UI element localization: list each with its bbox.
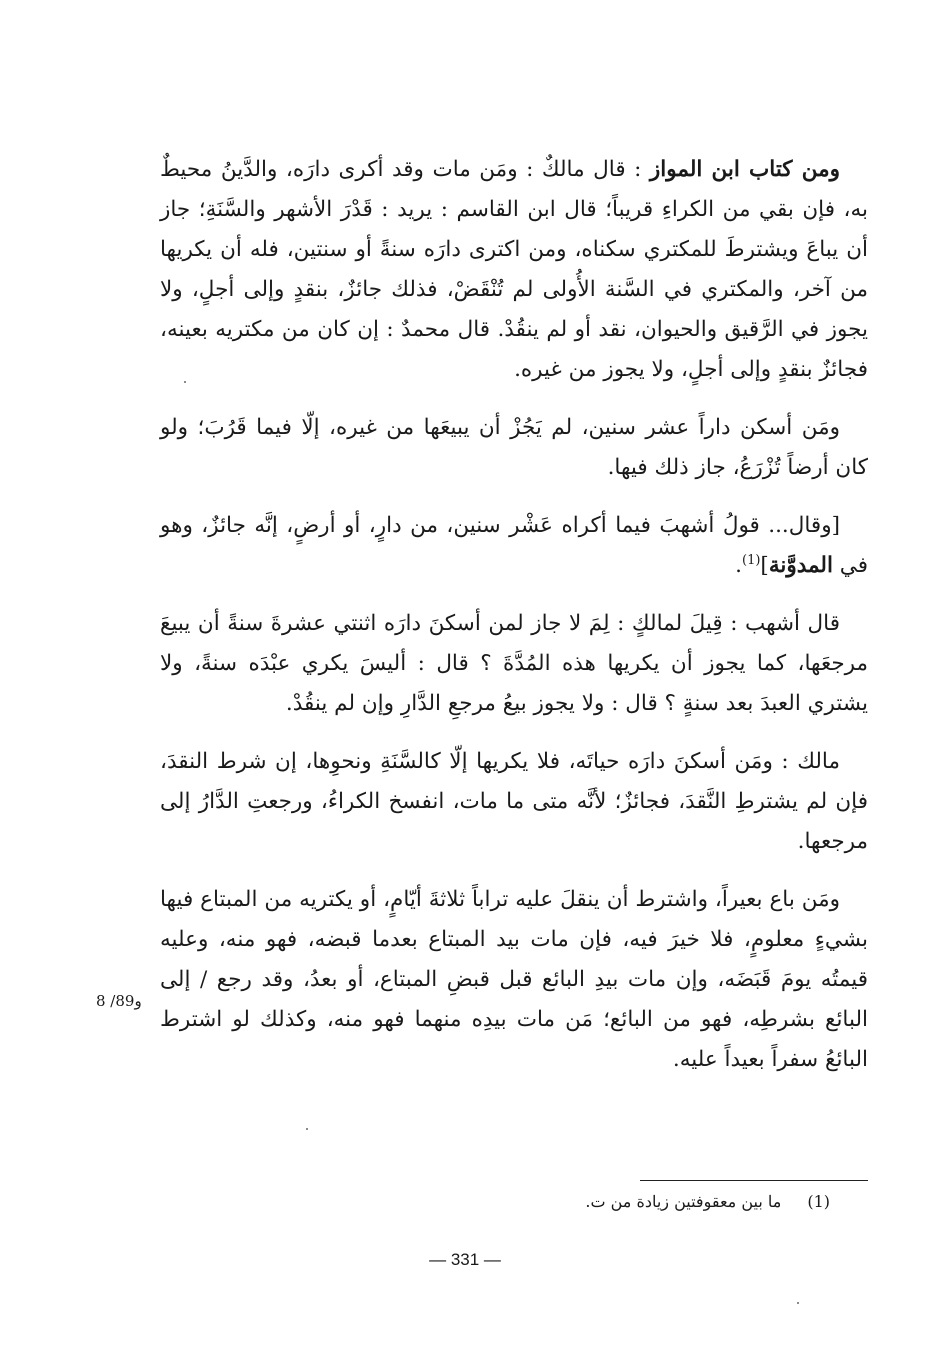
footnote (585, 1190, 830, 1214)
paragraph-5 (160, 742, 868, 862)
paragraph-1 (160, 150, 868, 390)
closing-bracket: ] (760, 553, 769, 578)
footnote-ref: (1) (741, 552, 761, 568)
paragraph-6 (160, 880, 868, 1080)
scan-speck (306, 1128, 308, 1130)
scan-speck (184, 381, 186, 383)
manuscript-folio-note: 8 /89و (96, 992, 142, 1010)
paragraph-2 (160, 408, 868, 488)
scan-speck (797, 1302, 799, 1304)
paragraph-4-text: قال أشهب : قِيلَ لمالكٍ : لِمَ لا جاز لمن أسكنَ دارَه اثنتي عشرةَ سنةً أن يبيعَ مرجعَها، كما يجوز أن يكريها هذه المُدَّةَ ؟ قال : أليسَ يكري عبْدَه سنةً، ولا يشتري العبدَ بعد سنةٍ ؟ قال : ولا يجوز بيعُ مرجعِ الدَّارِ وإن لم ينقُدْ. (160, 611, 868, 716)
paragraph-3 (160, 506, 868, 586)
book-name-mudawwana: المدوَّنة (768, 553, 833, 578)
paragraph-3-tail: . (735, 553, 742, 578)
paragraph-5-text: مالك : ومَن أسكنَ دارَه حياتَه، فلا يكريها إلّا كالسَّنَةِ ونحوِها، إن شرط النقدَ، فإن لم يشترطِ النَّقدَ، فجائزٌ؛ لأنَّه متى ما مات، انفسخ الكراءُ، ورجعتِ الدَّارُ إلى مرجعها. (160, 749, 868, 854)
paragraph-1-text: : قال مالكٌ : ومَن مات وقد أكرى دارَه، والدَّينُ محيطٌ به، فإن بقي من الكراءِ قريباً؛ قال ابن القاسم : يريد : قَدْرَ الأشهر والسَّنَةِ؛ جاز أن يباعَ ويشترطَ للمكتري سكناه، ومن اكترى دارَه سنةً أو سنتين، فله أن يكريها من آخر، والمكتري في السَّنة الأُولى لم تُنْقَضْ، فذلك جائزٌ، بنقدٍ وإلى أجلٍ، ولا يجوز في الرَّقيق والحيوان، نقد أو لم ينقُدْ. قال محمدٌ : إن كان من مكتريه بعينه، فجائزٌ بنقدٍ وإلى أجلٍ، ولا يجوز من غيره. (160, 157, 868, 382)
paragraph-3-text: [وقال... قولُ أشهبَ فيما أكراه عَشْر سنين، من دارٍ، أو أرضٍ، إنَّه جائزٌ، وهو في (160, 513, 868, 578)
footnote-text: ما بين معقوفتين زيادة من ت. (585, 1192, 782, 1211)
book-title-lead: ومن كتاب ابن المواز (649, 157, 840, 182)
footnote-number: (1) (807, 1192, 830, 1211)
paragraph-4 (160, 604, 868, 724)
paragraph-6-text: ومَن باع بعيراً، واشترط أن ينقلَ عليه تراباً ثلاثةَ أيّامٍ، أو يكتريه من المبتاع فيها بشيءٍ معلومٍ، فلا خيرَ فيه، فإن مات بيد المبتاع بعدما قبضه، فهو منه، وعليه قيمتُه يومَ قَبَضَه، وإن مات بيدِ البائع قبل قبضِ المبتاع، أو بعدُ، وقد رجع / إلى البائع بشرطِه، فهو من البائع؛ مَن مات بيدِه منهما فهو منه، وكذلك لو اشترط البائعُ سفراً بعيداً عليه. (160, 887, 868, 1072)
main-text (160, 150, 868, 1080)
paragraph-2-text: ومَن أسكن داراً عشر سنين، لم يَجُزْ أن يبيعَها من غيره، إلّا فيما قَرُبَ؛ ولو كان أرضاً تُزْرَعُ، جاز ذلك فيها. (160, 415, 868, 480)
page-number: — 331 — (429, 1250, 501, 1269)
footnote-divider (640, 1180, 868, 1181)
